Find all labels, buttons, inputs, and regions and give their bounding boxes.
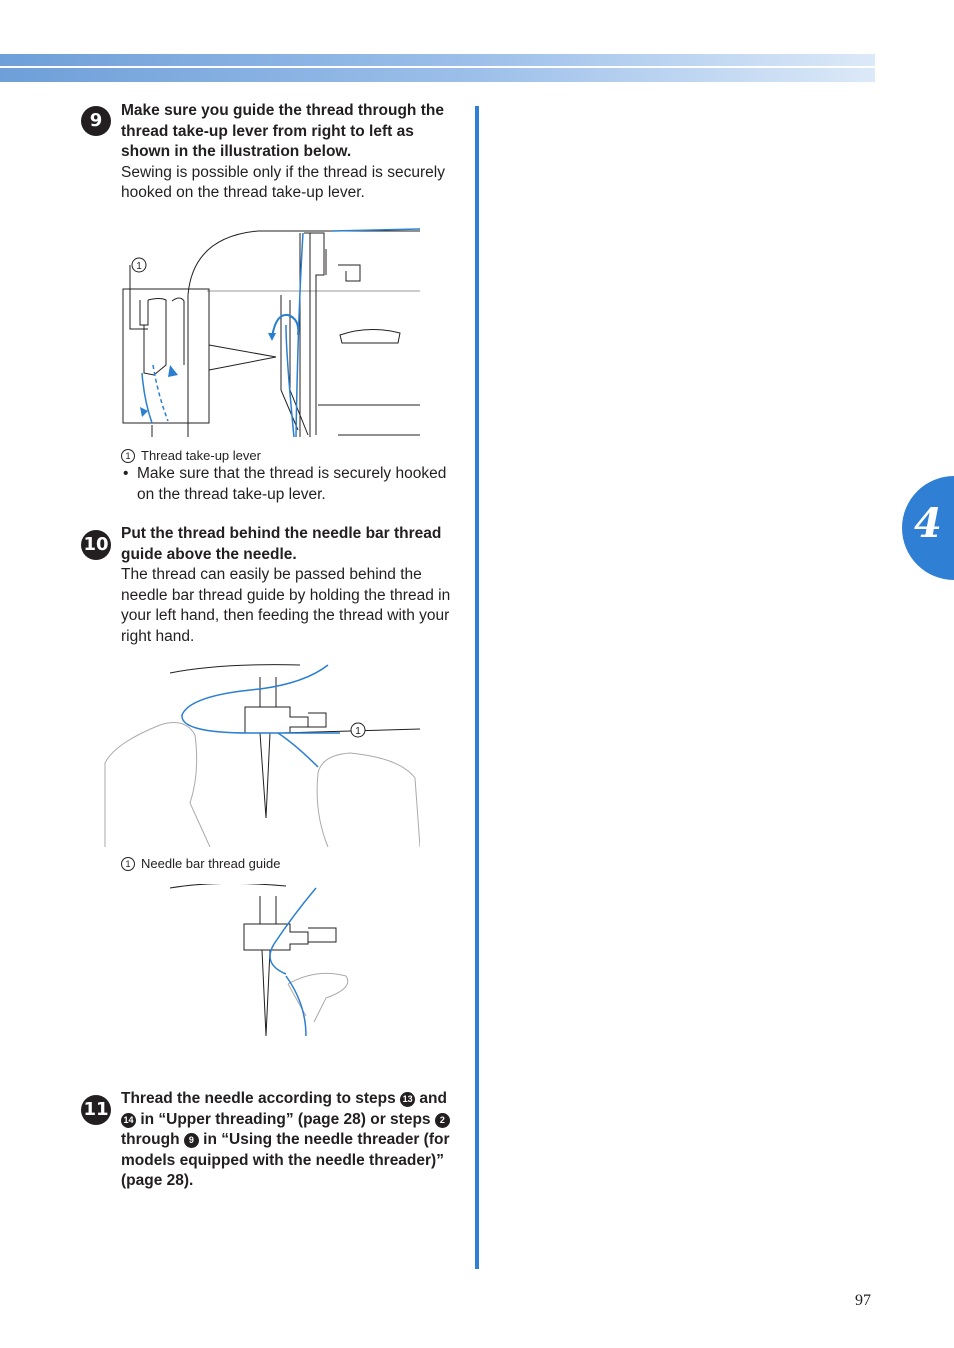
step-9-heading: Make sure you guide the thread through the thread take-up lever from right to left as shown in the illustration below. <box>121 102 444 160</box>
step-9-body: Sewing is possible only if the thread is securely hooked on the thread take-up lever. <box>121 163 445 201</box>
caption-number: 1 <box>121 449 135 463</box>
step-11-text-1: Thread the needle according to steps <box>121 1090 396 1107</box>
column-divider <box>475 106 479 1269</box>
step-ref-2: 2 <box>435 1113 450 1128</box>
step-10-number: 10 <box>81 530 111 560</box>
step-11-text-2: and <box>419 1090 447 1107</box>
caption-text: Needle bar thread guide <box>141 856 281 871</box>
step-11-number: 11 <box>81 1095 111 1125</box>
needle-bar-guide-illustration <box>100 663 420 849</box>
header-band-line <box>0 66 875 68</box>
step-ref-9: 9 <box>184 1133 199 1148</box>
take-up-lever-illustration <box>118 225 424 441</box>
header-band <box>0 54 875 82</box>
step-11-text <box>121 1089 461 1192</box>
caption-text: Thread take-up lever <box>141 448 261 463</box>
step-9-caption <box>121 448 261 464</box>
step-9-number: 9 <box>81 106 111 136</box>
step-11-text-4: through <box>121 1131 180 1148</box>
step-ref-14: 14 <box>121 1113 136 1128</box>
step-10-caption <box>121 856 281 872</box>
step-10-heading: Put the thread behind the needle bar thread guide above the needle. <box>121 525 442 563</box>
step-9-bullet <box>121 464 461 505</box>
page-number: 97 <box>855 1292 871 1309</box>
needle-threading-illustration <box>166 884 356 1042</box>
bullet-dot: • <box>123 465 129 482</box>
chapter-number: 4 <box>914 500 942 547</box>
chapter-tab <box>902 476 954 580</box>
step-ref-13: 13 <box>400 1092 415 1107</box>
step-10-text <box>121 524 461 647</box>
step-10-callout: 1 <box>355 726 361 737</box>
step-9-text <box>121 101 461 204</box>
step-9-callout: 1 <box>136 261 142 272</box>
step-11-text-3: in “Upper threading” (page 28) or steps <box>140 1110 431 1128</box>
bullet-text: Make sure that the thread is securely hooked on the thread take-up lever. <box>137 465 447 503</box>
step-10-body: The thread can easily be passed behind the needle bar thread guide by holding the thread in your left hand, then feeding the thread with your right hand. <box>121 566 451 645</box>
step-11-text-5: in “Using the needle threader (for models equipped with the needle threader)” (page 28). <box>121 1131 450 1189</box>
caption-number: 1 <box>121 857 135 871</box>
